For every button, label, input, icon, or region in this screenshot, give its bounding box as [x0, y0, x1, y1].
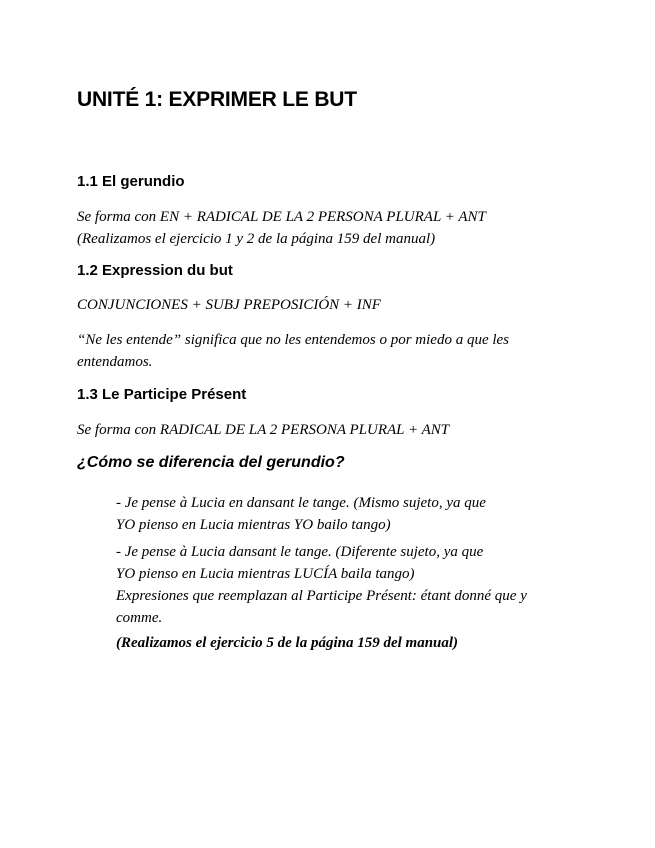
gerundio-rule: Se forma con EN + RADICAL DE LA 2 PERSONA PLURAL + ANT — [77, 209, 486, 225]
page-title: UNITÉ 1: EXPRIMER LE BUT — [77, 88, 357, 111]
section-heading-participe-present: 1.3 Le Participe Présent — [77, 386, 247, 403]
expression-but-note-line-1: “Ne les entende” significa que no les entendemos o por miedo a que les — [77, 332, 510, 348]
section-heading-expression-but: 1.2 Expression du but — [77, 262, 233, 279]
replace-expressions-line-1: Expresiones que reemplazan al Participe Présent: étant donné que y — [116, 588, 527, 604]
participe-present-rule-paragraph — [77, 419, 567, 441]
example-2-paragraph — [116, 541, 576, 629]
example-2-line-1: - Je pense à Lucia dansant le tange. (Diferente sujeto, ya que — [116, 544, 484, 560]
section-heading-gerundio: 1.1 El gerundio — [77, 173, 185, 190]
example-1-line-2: YO pienso en Lucia mientras YO bailo tango) — [116, 517, 391, 533]
gerundio-paragraph — [77, 206, 567, 250]
participe-present-rule: Se forma con RADICAL DE LA 2 PERSONA PLURAL + ANT — [77, 422, 450, 438]
example-1-paragraph — [116, 492, 576, 536]
gerundio-exercise-note: (Realizamos el ejercicio 1 y 2 de la página 159 del manual) — [77, 231, 436, 247]
participe-present-question: ¿Cómo se diferencia del gerundio? — [77, 454, 345, 471]
expression-but-rule: CONJUNCIONES + SUBJ PREPOSICIÓN + INF — [77, 297, 381, 313]
example-1-line-1: - Je pense à Lucia en dansant le tange. (Mismo sujeto, ya que — [116, 495, 486, 511]
expression-but-rule-paragraph — [77, 294, 567, 316]
replace-expressions-line-2: comme. — [116, 610, 163, 626]
exercise-note: (Realizamos el ejercicio 5 de la página 159 del manual) — [116, 635, 459, 651]
example-2-line-2: YO pienso en Lucia mientras LUCÍA baila tango) — [116, 566, 415, 582]
expression-but-note-paragraph — [77, 329, 567, 373]
expression-but-note-line-2: entendamos. — [77, 354, 153, 370]
exercise-note-paragraph — [116, 632, 576, 654]
